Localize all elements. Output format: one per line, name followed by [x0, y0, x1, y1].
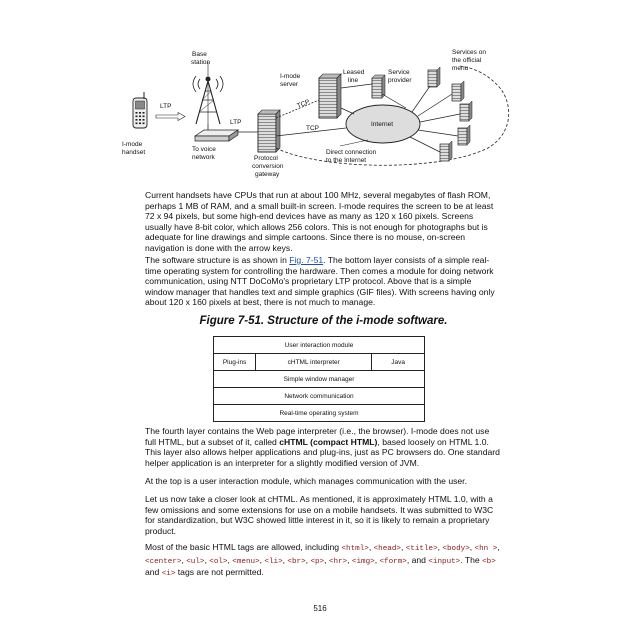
- tag-input: <input>: [428, 557, 461, 566]
- paragraph-fourth-layer: [145, 426, 502, 468]
- imode-handset-label-2: handset: [122, 149, 146, 156]
- tag-html: <html>: [341, 545, 369, 553]
- direct-connection-pointer: [340, 140, 368, 146]
- ltp-left-label: LTP: [160, 103, 172, 110]
- leased-line-label-1: Leased: [343, 69, 365, 76]
- voice-switch-icon: [195, 130, 238, 141]
- imode-network-diagram: [100, 48, 540, 178]
- software-structure-table: [213, 336, 425, 422]
- base-station-tower-icon: [193, 76, 223, 124]
- services-menu-label-2: the official: [452, 57, 482, 64]
- tag-title: <title>: [405, 545, 438, 553]
- figure-title: Figure 7-51. Structure of the i-mode software.: [199, 315, 448, 327]
- gateway-label-2: conversion: [252, 163, 284, 170]
- tag-p: <p>: [310, 557, 325, 566]
- tag-head: <head>: [373, 545, 401, 553]
- imode-handset-label-1: I-mode: [122, 141, 143, 148]
- tag-i: <i>: [161, 570, 176, 579]
- direct-connection-label-2: to the Internet: [326, 157, 367, 164]
- menu-server-icon: [440, 141, 452, 161]
- paragraph-chtml-overview: Let us now take a closer look at cHTML. As mentioned, it is approximately HTML 1.0, with a few omissions and some extensions for use on a mobile handsets. It was submitted to W3C for standardization, but W3C showed little interest in it, so it is likely to remain a proprietary product.: [145, 494, 494, 536]
- menu-server-icon: [460, 101, 472, 121]
- voice-network-label-1: To voice: [192, 146, 216, 153]
- plugins-layer: Plug-ins: [214, 354, 256, 371]
- java-layer: Java: [372, 354, 425, 371]
- services-menu-label-3: menu: [452, 65, 469, 72]
- services-menu-label-1: Services on: [452, 49, 486, 56]
- tag-br: <br>: [287, 557, 306, 566]
- tag-center: <center>: [145, 557, 182, 566]
- base-station-label-2: station: [191, 59, 211, 66]
- paragraph-software-structure: [145, 255, 502, 308]
- page-number: 516: [313, 604, 327, 613]
- tag-body: <body>: [442, 545, 470, 553]
- internet-label: Internet: [371, 121, 394, 128]
- paragraph-top-layer: At the top is a user interaction module, which manages communication with the user.: [145, 476, 467, 486]
- gateway-label-1: Protocol: [254, 155, 278, 162]
- paragraph-hardware: Current handsets have CPUs that run at about 100 MHz, several megabytes of flash ROM, perhaps 1 MB of RAM, and a small built-in screen. I-mode requires the screen to be at least 72 x 94 pixels, but some high-end devices have as many as 120 x 160 pixels. Screens usually have 8-bit color, which allows 256 colors. This is not enough for photographs but is adequate for line drawings and simple cartoons. Since there is no mouse, on-screen navigation is done with the arrow keys.: [145, 190, 494, 253]
- gateway-label-3: gateway: [255, 171, 280, 178]
- leased-line: [341, 84, 372, 88]
- ltp-right-label: LTP: [230, 119, 242, 126]
- tag-hr: <hr>: [328, 557, 348, 566]
- tag-li: <li>: [264, 557, 283, 566]
- direct-connection-label-1: Direct connection: [326, 149, 377, 156]
- tcp-upper-label: TCP: [296, 98, 311, 110]
- fig-7-51-link[interactable]: Fig. 7-51: [289, 255, 324, 265]
- rtos-layer: Real-time operating system: [214, 405, 425, 422]
- service-provider-label-2: provider: [388, 77, 412, 84]
- imode-server-label-2: server: [280, 81, 299, 88]
- p3-text-after: , based loosely on HTML 1.0. This layer also allows helper applications and plug-ins, just as PC browsers do. One standard helper application is an interpreter for a slightly modified version of JVM.: [145, 436, 500, 468]
- leased-line-label-2: line: [348, 77, 359, 84]
- network-communication-layer: Network communication: [214, 388, 425, 405]
- tag-img: <img>: [351, 557, 375, 566]
- tag-ol: <ol>: [209, 557, 228, 566]
- chtml-interpreter-layer: cHTML interpreter: [256, 354, 372, 371]
- imode-server-icon: [319, 74, 341, 118]
- tag-b: <b>: [482, 557, 496, 566]
- protocol-gateway-server-icon: [258, 110, 280, 152]
- menu-server-icon: [452, 81, 464, 101]
- tag-hn: <hn >: [474, 545, 498, 553]
- p6-and-2: and: [145, 567, 160, 578]
- ltp-arrow-icon: [156, 113, 185, 121]
- service-provider-label-1: Service: [388, 69, 410, 76]
- chtml-term: cHTML (compact HTML): [279, 436, 378, 447]
- tcp-lower-label: TCP: [306, 125, 319, 132]
- imode-server-label-1: I-mode: [280, 73, 301, 80]
- tag-form: <form>: [379, 557, 407, 566]
- server-to-internet-line: [341, 108, 354, 114]
- window-manager-layer: Simple window manager: [214, 371, 425, 388]
- p3-text-before: The fourth layer contains the Web page interpreter (i.e., the browser). I-mode does not use full HTML, but a subset of it, called: [145, 426, 490, 447]
- menu-server-icon: [458, 125, 470, 145]
- p6-the: . The: [460, 554, 480, 565]
- p2-text-after: . The bottom layer consists of a simple real-time operating system for controlling the hardware. Then comes a module for doing network communication, using NTT DoCoMo's proprietary LTP protocol. Above that is a simple window manager that handles text and simple graphics (GIF files). With screens having only about 120 x 160 pixels at best, there is not much to manage.: [145, 255, 495, 308]
- tag-menu: <menu>: [232, 557, 260, 566]
- p6-and: and: [411, 554, 426, 565]
- menu-server-icon: [428, 67, 440, 87]
- handset-icon: [133, 92, 147, 128]
- p6-text-before: Most of the basic HTML tags are allowed, including: [145, 542, 342, 552]
- p2-text-before: The software structure is as shown in: [145, 255, 290, 265]
- voice-network-label-2: network: [192, 154, 215, 161]
- user-interaction-layer: User interaction module: [214, 337, 425, 354]
- tag-ul: <ul>: [186, 557, 205, 566]
- p6-end: tags are not permitted.: [177, 567, 264, 578]
- base-station-label-1: Base: [192, 51, 207, 58]
- paragraph-html-tags: Most of the basic HTML tags are allowed, including <html>, <head>, <title>, <body>, <hn >, <center>, <ul>, <ol>, <menu>, <li>, <br>, <p>, <hr>, <img>, <form>, and <input>. The <b> and <i> tags are not permitted.: [145, 542, 500, 579]
